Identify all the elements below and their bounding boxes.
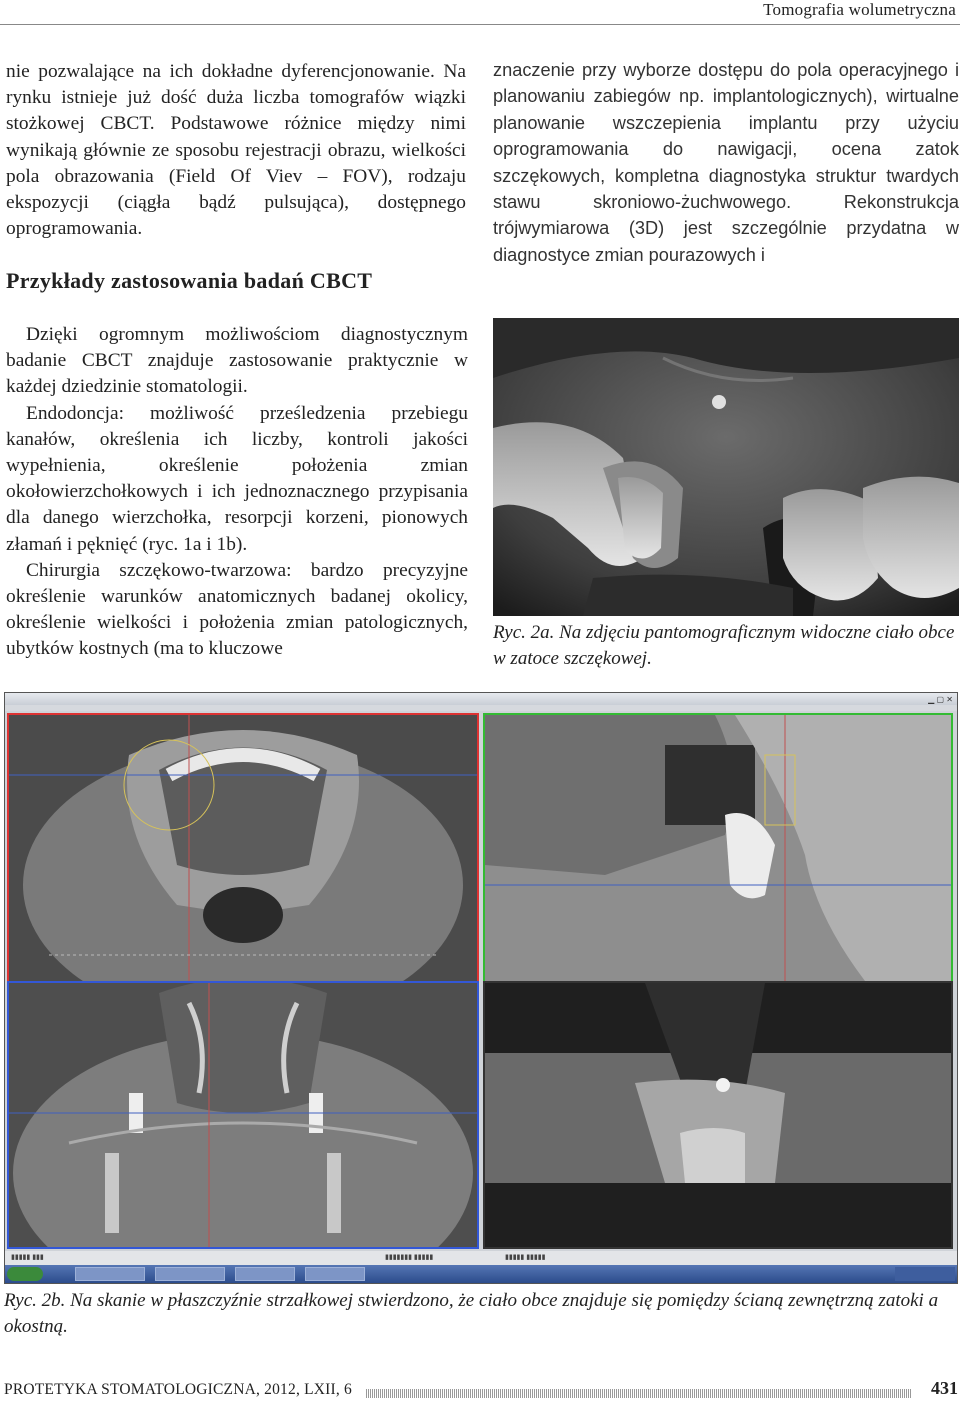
viewer-status-bar <box>5 1251 957 1265</box>
taskbar-clock <box>895 1267 955 1281</box>
status-segment: ▮▮▮▮▮ ▮▮▮ <box>11 1254 44 1261</box>
taskbar-item <box>305 1267 365 1281</box>
figure-2b-caption: Ryc. 2b. Na skanie w płaszczyźnie strzałkowej stwierdzono, że ciało obce znajduje się pomiędzy ścianą zewnętrzną zatoki a okostną. <box>4 1290 939 1337</box>
status-segment: ▮▮▮▮▮▮▮ ▮▮▮▮▮ <box>385 1254 434 1261</box>
windows-taskbar <box>5 1265 957 1283</box>
paragraph-diagnostics: Dzięki ogromnym możliwościom diagnostycznym badanie CBCT znajduje zastosowanie praktycznie w każdej dziedzinie stomatologii. <box>6 324 468 398</box>
coronal-view-pane <box>7 981 479 1249</box>
paragraph-endodontics: Endodoncja: możliwość prześledzenia przebiegu kanałów, określenia ich liczby, kontroli jakości wypełnienia, określenie położenia zmian okołowierzchołkowych i ich jednoznacznego przypisania dla danego wierzchołka, resorpcji korzeni, pionowych złamań i pęknięć (ryc. 1a i 1b). <box>6 402 468 555</box>
right-column-top <box>493 57 959 268</box>
taskbar-item <box>235 1267 295 1281</box>
left-column-bottom <box>6 322 468 663</box>
pantomogram-image <box>493 318 959 616</box>
viewer-title-bar <box>5 693 957 705</box>
journal-footer: PROTETYKA STOMATOLOGICZNA, 2012, LXII, 6 <box>4 1381 352 1398</box>
axial-view-pane <box>7 713 479 983</box>
taskbar-item <box>155 1267 225 1281</box>
window-buttons-icon: ▁ ▢ ✕ <box>928 695 953 704</box>
start-button-icon <box>7 1267 43 1281</box>
figure-2a-caption: Ryc. 2a. Na zdjęciu pantomograficznym widoczne ciało obce w zatoce szczękowej. <box>493 622 955 669</box>
viewer-toolbar <box>5 705 957 711</box>
status-segment: ▮▮▮▮▮ ▮▮▮▮▮ <box>505 1254 546 1261</box>
intro-paragraph: nie pozwalające na ich dokładne dyferencjonowanie. Na rynku istnieje już dość duża liczba tomografów wiązki stożkowej CBCT. Podstawowe różnice między nimi wynikają głównie ze sposobu rejestracji obrazu, wielkości pola obrazowania (Field Of Viev – FOV), rodzaju ekspozycji (ciągła bądź pulsująca), dostępnego oprogramowania. <box>6 61 466 240</box>
cross-section-view-pane <box>483 981 953 1249</box>
taskbar-item <box>75 1267 145 1281</box>
header-rule <box>0 24 960 25</box>
footer-rule <box>366 1389 912 1398</box>
paragraph-surgery: Chirurgia szczękowo-twarzowa: bardzo precyzyjne określenie warunków anatomicznych badanej okolicy, określenie wielkości i położenia zmian patologicznych, ubytków kostnych (ma to kluczowe <box>6 559 468 660</box>
left-column-top <box>6 59 466 242</box>
page-number: 431 <box>931 1378 958 1398</box>
continuation-paragraph: znaczenie przy wyborze dostępu do pola operacyjnego i planowaniu zabiegów np. implantologicznych), wirtualne planowanie wszczepienia implantu przy użyciu oprogramowania do nawigacji, ocena zatok szczękowych, kompletna diagnostyka struktur twardych stawu skroniowo-żuchwowego. Rekonstrukcja trójwymiarowa (3D) jest szczególnie przydatna w diagnostyce zmian pourazowych i <box>493 60 959 265</box>
section-heading: Przykłady zastosowania badań CBCT <box>6 268 373 293</box>
cbct-software-screenshot <box>4 692 958 1284</box>
sagittal-view-pane <box>483 713 953 983</box>
running-header: Tomografia wolumetryczna <box>763 0 956 19</box>
